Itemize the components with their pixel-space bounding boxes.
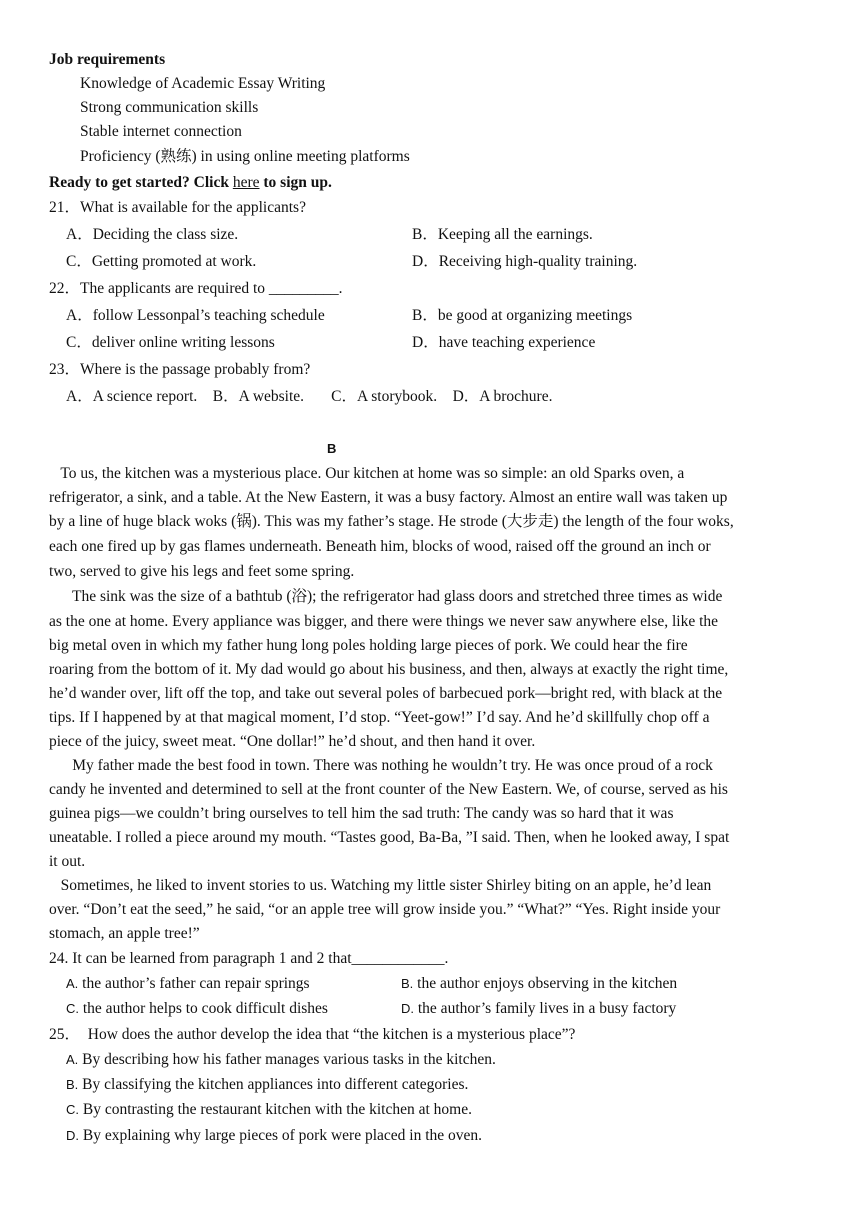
passage-line: it out.: [49, 853, 86, 870]
passage-line: candy he invented and determined to sell at the front counter of the New Eastern. We, of course, served as his: [49, 781, 728, 798]
q25-option-b-text: By classifying the kitchen appliances into different categories.: [78, 1076, 469, 1093]
q24-option-b: [401, 974, 677, 994]
passage-line: Sometimes, he liked to invent stories to us. Watching my little sister Shirley biting on an apple, he’d lean: [49, 877, 712, 894]
q25-option-c-text: By contrasting the restaurant kitchen with the kitchen at home.: [79, 1101, 472, 1118]
passage-line: two, served to give his legs and feet some spring.: [49, 563, 355, 580]
q24-stem: 24. It can be learned from paragraph 1 and 2 that____________.: [49, 950, 449, 967]
q25-option-a: [66, 1050, 496, 1070]
passage-line: tips. If I happened by at that magical moment, I’d stop. “Yeet-gow!” I’d say. And he’d skillfully chop off a: [49, 709, 710, 726]
q21-option-a: A．Deciding the class size.: [66, 226, 239, 243]
passage-line: over. “Don’t eat the seed,” he said, “or an apple tree will grow inside you.” “What?” “Yes. Right inside your: [49, 901, 721, 918]
q24-option-c: [66, 999, 328, 1019]
passage-line: piece of the juicy, sweet meat. “One dollar!” he’d shout, and then hand it over.: [49, 733, 536, 750]
q25-stem: 25． How does the author develop the idea that “the kitchen is a mysterious place”?: [49, 1026, 576, 1043]
job-item-1: Knowledge of Academic Essay Writing: [80, 75, 326, 92]
q21-stem: 21．What is available for the applicants?: [49, 199, 306, 216]
passage-line: he’d wander over, lift off the top, and take out several poles of barbecued pork—bright red, with black at the: [49, 685, 723, 702]
q24-option-a-letter: A.: [66, 976, 79, 991]
q24-option-c-letter: C.: [66, 1001, 79, 1016]
job-item-4: Proficiency (熟练) in using online meeting platforms: [80, 148, 410, 165]
q25-option-c-letter: C.: [66, 1102, 79, 1117]
q22-option-c: C．deliver online writing lessons: [66, 334, 275, 351]
passage-line: big metal oven in which my father hung long poles holding large pieces of pork. We could hear the fire: [49, 637, 688, 654]
q25-option-a-letter: A.: [66, 1052, 79, 1067]
q24-option-a-text: the author’s father can repair springs: [78, 975, 310, 992]
q25-option-d: [66, 1126, 482, 1146]
q24-option-a: [66, 974, 310, 994]
q22-option-a: A．follow Lessonpal’s teaching schedule: [66, 307, 325, 324]
q24-option-d-letter: D.: [401, 1001, 414, 1016]
passage-line: uneatable. I rolled a piece around my mouth. “Tastes good, Ba-Ba, ”I said. Then, when he looked away, I spat: [49, 829, 730, 846]
passage-line: stomach, an apple tree!”: [49, 925, 200, 942]
q21-option-d: D．Receiving high-quality training.: [412, 253, 638, 270]
q24-option-b-text: the author enjoys observing in the kitchen: [413, 975, 678, 992]
q25-option-b: [66, 1075, 468, 1095]
q22-option-b: B．be good at organizing meetings: [412, 307, 633, 324]
q24-option-c-text: the author helps to cook difficult dishes: [79, 1000, 328, 1017]
q25-option-a-text: By describing how his father manages various tasks in the kitchen.: [78, 1051, 496, 1068]
q23-stem: 23．Where is the passage probably from?: [49, 361, 311, 378]
q21-option-b: B．Keeping all the earnings.: [412, 226, 593, 243]
signup-line: [49, 173, 332, 193]
passage-line: by a line of huge black woks (锅). This was my father’s stage. He strode (大步走) the length of the four woks,: [49, 513, 734, 530]
q23-options: A．A science report. B．A website. C．A storybook. D．A brochure.: [66, 388, 553, 405]
passage-line: My father made the best food in town. There was nothing he wouldn’t try. He was once proud of a rock: [49, 757, 713, 774]
section-b-title: B: [327, 441, 337, 456]
signup-link[interactable]: here: [232, 174, 260, 191]
q24-option-d: [401, 999, 676, 1019]
q24-option-b-letter: B.: [401, 976, 414, 991]
passage-line: guinea pigs—we couldn’t bring ourselves to tell him the sad truth: The candy was so hard that it was: [49, 805, 674, 822]
q25-option-d-letter: D.: [66, 1128, 79, 1143]
q22-stem: 22．The applicants are required to _________.: [49, 280, 343, 297]
passage-line: refrigerator, a sink, and a table. At the New Eastern, it was a busy factory. Almost an entire wall was taken up: [49, 489, 728, 506]
signup-prefix: Ready to get started? Click: [49, 174, 233, 191]
job-item-3: Stable internet connection: [80, 123, 242, 140]
q24-option-d-text: the author’s family lives in a busy factory: [414, 1000, 677, 1017]
job-item-2: Strong communication skills: [80, 99, 259, 116]
passage-line: To us, the kitchen was a mysterious place. Our kitchen at home was so simple: an old Sparks oven, a: [49, 465, 685, 482]
q25-option-d-text: By explaining why large pieces of pork were placed in the oven.: [79, 1127, 483, 1144]
q25-option-b-letter: B.: [66, 1077, 79, 1092]
job-requirements-heading: Job requirements: [49, 51, 166, 68]
q25-option-c: [66, 1100, 472, 1120]
passage-line: roaring from the bottom of it. My dad would go about his business, and then, always at exactly the right time,: [49, 661, 729, 678]
passage-line: The sink was the size of a bathtub (浴); the refrigerator had glass doors and stretched three times as wide: [49, 588, 723, 605]
passage-line: as the one at home. Every appliance was bigger, and there were things we never saw anywhere else, like the: [49, 613, 719, 630]
signup-suffix: to sign up.: [259, 174, 332, 191]
passage-line: each one fired up by gas flames underneath. Beneath him, blocks of wood, raised off the ground an inch or: [49, 538, 711, 555]
q22-option-d: D．have teaching experience: [412, 334, 596, 351]
q21-option-c: C．Getting promoted at work.: [66, 253, 257, 270]
